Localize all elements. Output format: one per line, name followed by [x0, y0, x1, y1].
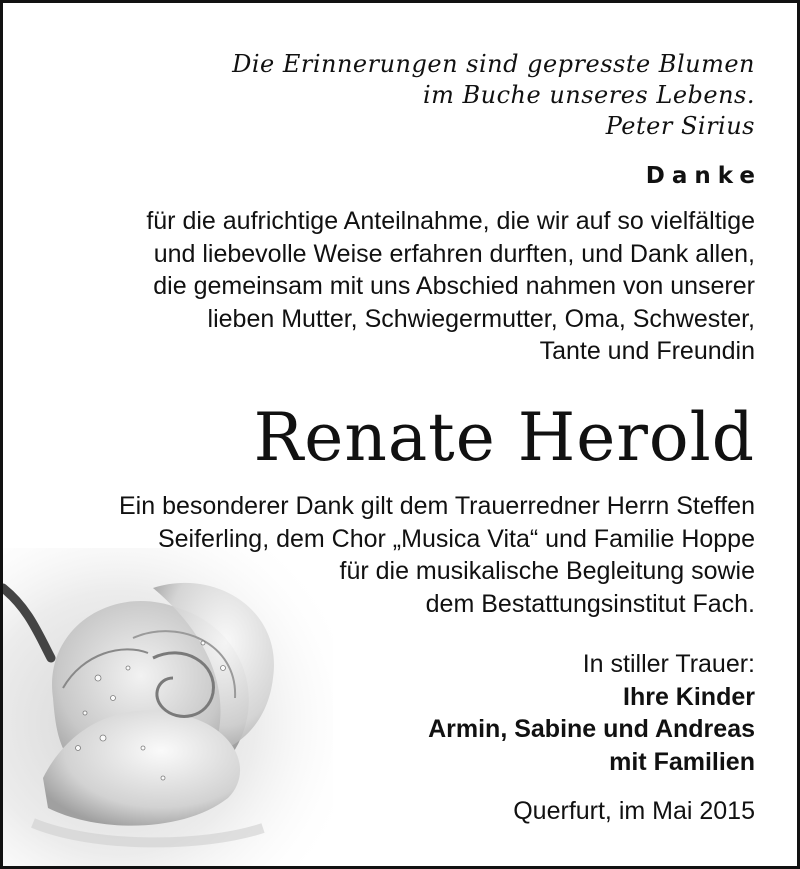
thanks-line-4: dem Bestattungsinstitut Fach.: [425, 589, 755, 618]
mourner-line-1: Ihre Kinder: [623, 682, 755, 711]
deceased-name: Renate Herold: [253, 399, 755, 476]
thanks-line-1: Ein besonderer Dank gilt dem Trauerredner Herrn Steffen: [119, 492, 755, 520]
intro-line-2: und liebevolle Weise erfahren durften, und Dank allen,: [153, 239, 755, 268]
intro-line-3: die gemeinsam mit uns Abschied nahmen von unserer: [153, 272, 755, 300]
mourner-line-2: Armin, Sabine und Andreas: [428, 715, 755, 743]
special-thanks-paragraph: [119, 490, 755, 620]
mourning-intro: In stiller Trauer:: [582, 650, 755, 678]
quote-author: Peter Sirius: [605, 112, 755, 140]
place-date: Querfurt, im Mai 2015: [513, 797, 755, 825]
thanks-line-2: Seiferling, dem Chor „Musica Vita“ und Familie Hoppe: [157, 524, 755, 553]
intro-line-1: für die aufrichtige Anteilnahme, die wir auf so vielfältige: [146, 207, 755, 235]
thanks-heading: Danke: [645, 163, 762, 189]
quote-line-2: im Buche unseres Lebens.: [422, 81, 755, 109]
mourner-line-3: mit Familien: [609, 747, 755, 776]
quote-line-1: Die Erinnerungen sind gepresste Blumen: [232, 50, 755, 78]
thanks-line-3: für die musikalische Begleitung sowie: [339, 557, 755, 585]
memorial-quote: [232, 49, 755, 142]
thanks-paragraph: [146, 205, 755, 368]
mourners-block: [428, 648, 755, 778]
intro-line-5: Tante und Freundin: [539, 337, 755, 365]
intro-line-4: lieben Mutter, Schwiegermutter, Oma, Schwester,: [207, 304, 755, 333]
